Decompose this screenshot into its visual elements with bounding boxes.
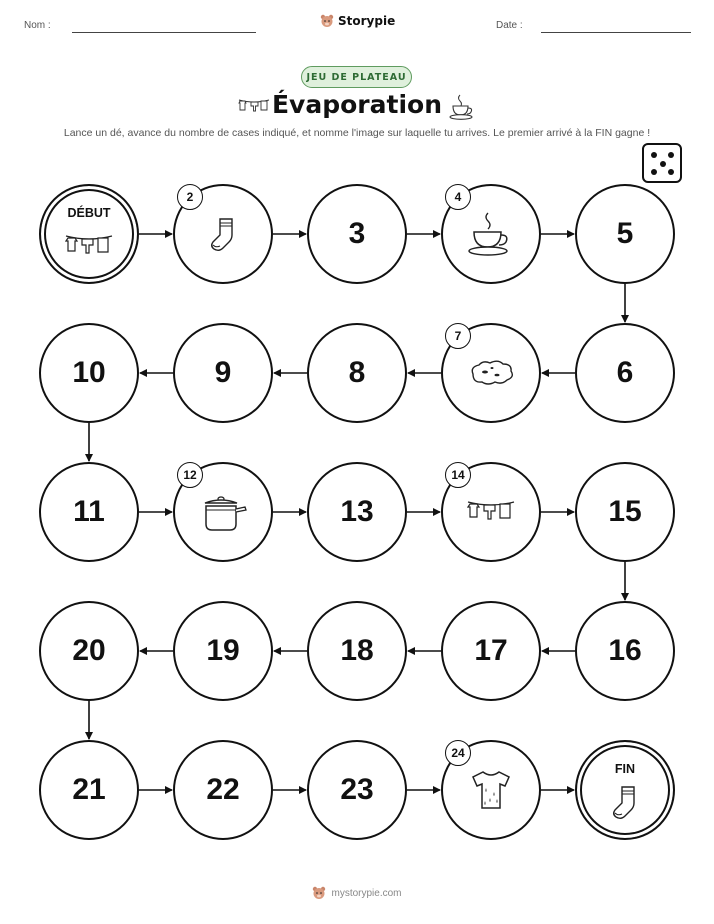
board-space-3 (307, 184, 407, 284)
space-number: 9 (214, 356, 232, 389)
space-number-tag: 12 (177, 462, 203, 488)
bear-mascot-icon (312, 886, 326, 900)
space-number: 19 (206, 634, 240, 667)
page-title: Évaporation (271, 90, 442, 119)
board-space-19 (173, 601, 273, 701)
space-number: 8 (348, 356, 366, 389)
date-label: Date : (496, 20, 523, 31)
space-number: 18 (340, 634, 374, 667)
space-number: 11 (73, 495, 105, 528)
board-space-13 (307, 462, 407, 562)
board-space-15 (575, 462, 675, 562)
space-number-tag: 2 (177, 184, 203, 210)
board-space-8 (307, 323, 407, 423)
space-number: 5 (616, 217, 634, 250)
board-space-4 (441, 184, 541, 284)
space-number: 3 (348, 217, 366, 250)
board-space-22 (173, 740, 273, 840)
sock-icon (605, 782, 645, 822)
space-number-tag: 7 (445, 323, 471, 349)
board-space-7 (441, 323, 541, 423)
space-number-tag: 4 (445, 184, 471, 210)
board-space-12 (173, 462, 273, 562)
puddle-icon (468, 358, 514, 388)
space-number-tag: 14 (445, 462, 471, 488)
space-number: 16 (608, 634, 642, 667)
board-space-24 (441, 740, 541, 840)
board-space-14 (441, 462, 541, 562)
cooking-pot-icon (199, 490, 247, 534)
board-space-5 (575, 184, 675, 284)
game-type-badge: JEU DE PLATEAU (301, 66, 412, 88)
space-number: 23 (340, 773, 374, 806)
space-number: 21 (72, 773, 106, 806)
board-space-16 (575, 601, 675, 701)
space-number: 15 (608, 495, 642, 528)
board-space-11 (39, 462, 139, 562)
space-number-tag: 24 (445, 740, 471, 766)
name-label: Nom : (24, 20, 51, 31)
board-space-10 (39, 323, 139, 423)
finish-space (575, 740, 675, 840)
board-space-2 (173, 184, 273, 284)
board-space-9 (173, 323, 273, 423)
space-number: 22 (206, 773, 240, 806)
finish-label: FIN (614, 762, 636, 776)
brand-name: Storypie (338, 14, 396, 28)
board-space-17 (441, 601, 541, 701)
space-number: 17 (474, 634, 508, 667)
board-space-6 (575, 323, 675, 423)
wet-tshirt-icon (469, 768, 513, 812)
space-number: 6 (616, 356, 634, 389)
footer-url: mystorypie.com (331, 887, 402, 899)
board-space-20 (39, 601, 139, 701)
board-space-18 (307, 601, 407, 701)
board-space-21 (39, 740, 139, 840)
instructions-text: Lance un dé, avance du nombre de cases indiqué, et nomme l'image sur laquelle tu arrives. Le premier arrivé à la FIN gagne ! (63, 127, 651, 139)
laundry-line-icon (467, 497, 515, 527)
teacup-icon (468, 210, 514, 258)
footer (0, 886, 714, 900)
sock-icon (203, 214, 243, 254)
space-number: 20 (72, 634, 106, 667)
board-space-23 (307, 740, 407, 840)
space-number: 10 (72, 356, 106, 389)
start-space (39, 184, 139, 284)
space-number: 13 (340, 495, 374, 528)
start-label: DÉBUT (67, 206, 111, 220)
laundry-line-icon (65, 231, 113, 261)
